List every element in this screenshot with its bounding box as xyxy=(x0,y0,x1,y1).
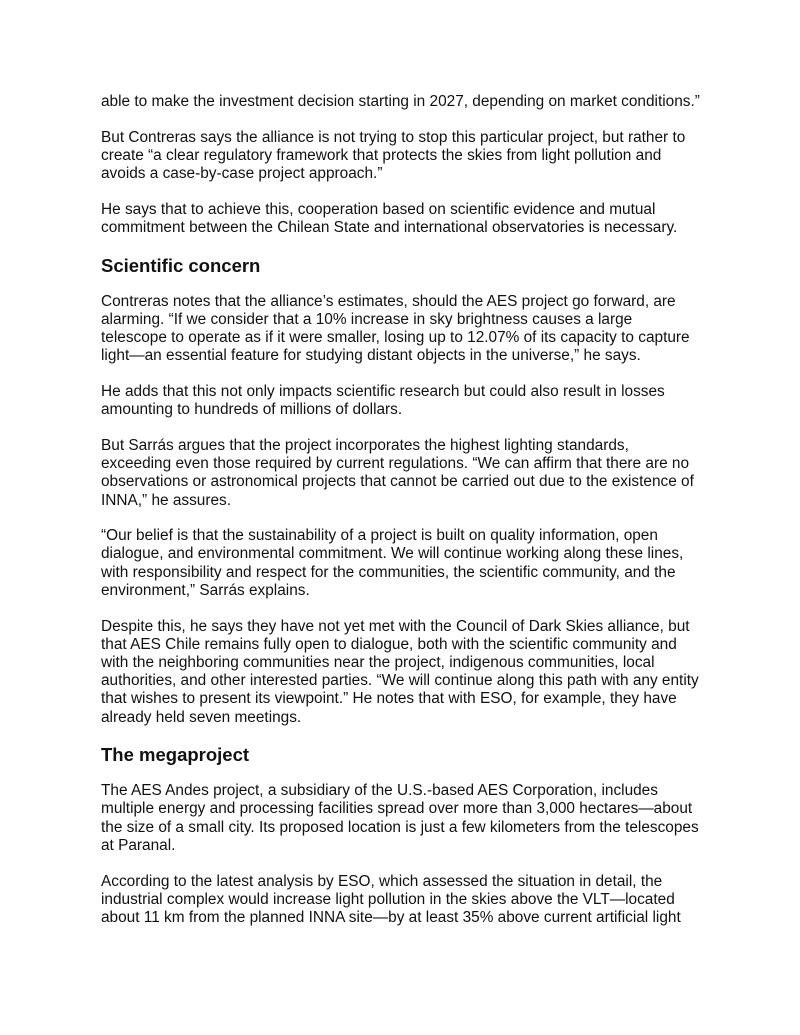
paragraph-aes-andes-project: The AES Andes project, a subsidiary of the U.S.-based AES Corporation, includes multiple energy and processing facilities spread over more than 3,000 hectares—about the size of a small city. Its proposed location is just a few kilometers from the telescopes at Paranal. xyxy=(101,782,699,854)
paragraph-losses: He adds that this not only impacts scientific research but could also result in losses amounting to hundreds of millions of dollars. xyxy=(101,383,665,419)
paragraph-sustainability-belief: “Our belief is that the sustainability of a project is built on quality information, open dialogue, and environmental commitment. We will continue working along these lines, with responsibility and respect for the communities, the scientific community, and the environment,” Sarrás explains. xyxy=(101,527,684,599)
paragraph-investment-decision: able to make the investment decision starting in 2027, depending on market conditions.” xyxy=(101,93,700,110)
paragraph-regulatory-framework: But Contreras says the alliance is not trying to stop this particular project, but rather to create “a clear regulatory framework that protects the skies from light pollution and avoids a case-by-case project approach.” xyxy=(101,128,686,183)
paragraph-cooperation: He says that to achieve this, cooperation based on scientific evidence and mutual commitment between the Chilean State and international observatories is necessary. xyxy=(101,200,678,237)
heading-megaproject: The megaproject xyxy=(101,744,250,766)
paragraph-eso-analysis: According to the latest analysis by ESO, which assessed the situation in detail, the industrial complex would increase light pollution in the skies above the VLT—located about 11 km from the planned INNA site—by at least 35% above current artificial light xyxy=(101,872,681,926)
document-page xyxy=(101,93,701,927)
heading-scientific-concern: Scientific concern xyxy=(101,254,261,276)
paragraph-lighting-standards: But Sarrás argues that the project incorporates the highest lighting standards, exceeding even those required by current regulations. “We can affirm that there are no observations or astronomical projects that cannot be carried out due to the existence of INNA,” he assures. xyxy=(101,436,694,509)
paragraph-alliance-estimates: Contreras notes that the alliance’s estimates, should the AES project go forward, are alarming. “If we consider that a 10% increase in sky brightness causes a large telescope to operate as if it were smaller, losing up to 12.07% of its capacity to capture light—an essential feature for studying distant objects in the universe,” he says. xyxy=(101,292,690,365)
paragraph-dialogue: Despite this, he says they have not yet met with the Council of Dark Skies alliance, but that AES Chile remains fully open to dialogue, both with the scientific community and with the neighboring communities near the project, indigenous communities, local authorities, and other interested parties. “We will continue along this path with any entity that wishes to present its viewpoint.” He notes that with ESO, for example, they have already held seven meetings. xyxy=(101,617,699,726)
